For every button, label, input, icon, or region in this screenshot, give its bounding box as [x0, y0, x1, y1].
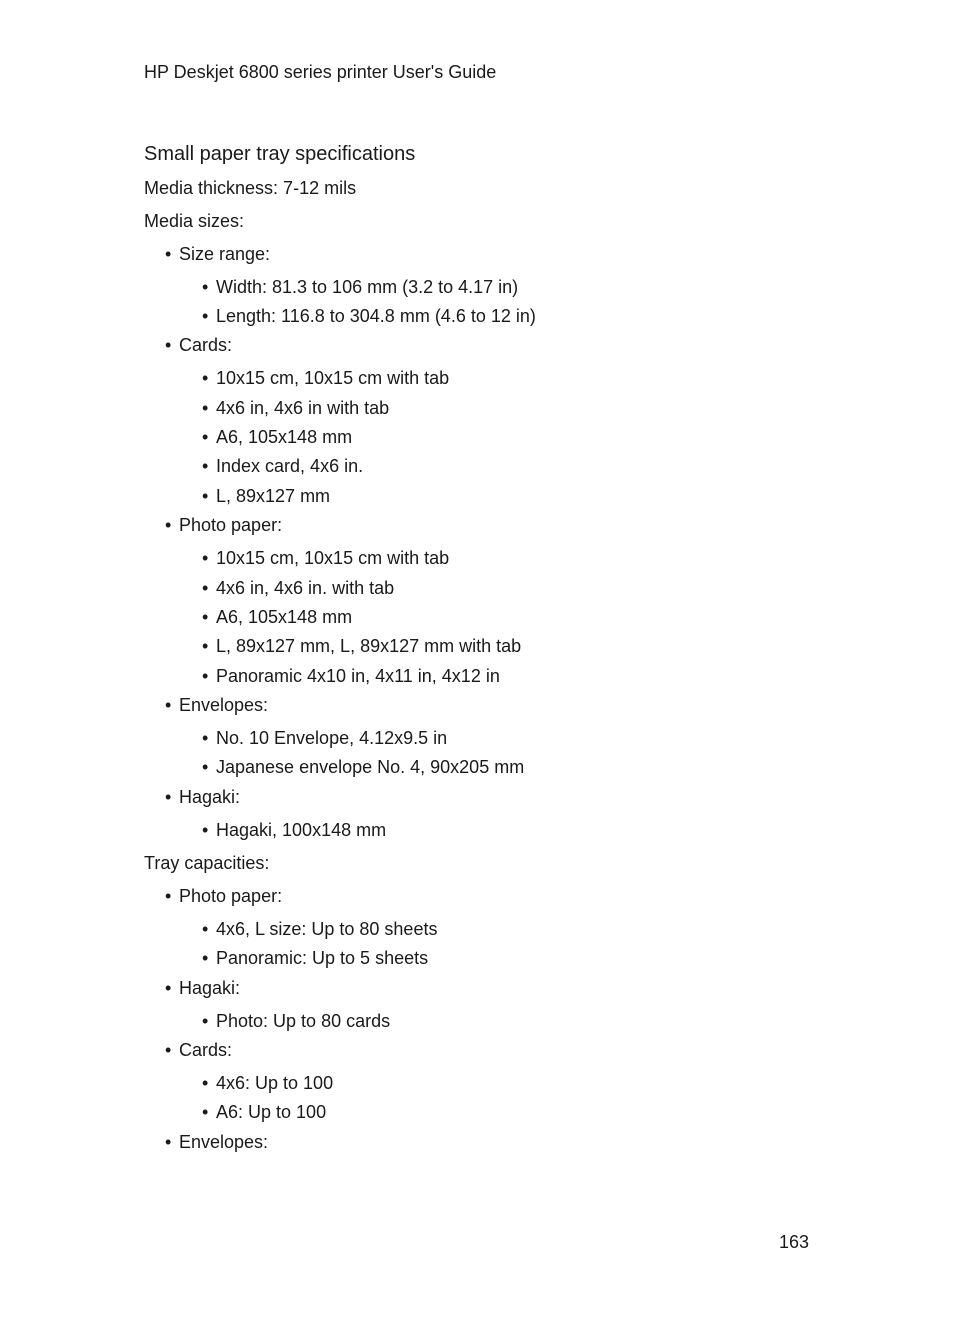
- list-item: • A6, 105x148 mm: [202, 607, 353, 627]
- bullet-icon: •: [202, 1102, 209, 1122]
- bullet-icon: •: [165, 1040, 172, 1060]
- list-item: • A6, 105x148 mm: [202, 427, 353, 447]
- bullet-icon: •: [165, 244, 172, 264]
- list-item-capacity-hagaki: • Hagaki:: [165, 978, 241, 998]
- bullet-icon: •: [202, 1011, 209, 1031]
- list-item: • 10x15 cm, 10x15 cm with tab: [202, 368, 450, 388]
- bullet-icon: •: [165, 1132, 172, 1152]
- bullet-icon: •: [202, 398, 209, 418]
- bullet-icon: •: [202, 919, 209, 939]
- bullet-icon: •: [202, 427, 209, 447]
- bullet-icon: •: [165, 515, 172, 535]
- bullet-icon: •: [202, 757, 209, 777]
- page-number: 163: [779, 1232, 810, 1252]
- list-item: • Japanese envelope No. 4, 90x205 mm: [202, 757, 525, 777]
- bullet-icon: •: [202, 1073, 209, 1093]
- list-item-envelopes: • Envelopes:: [165, 695, 269, 715]
- media-sizes-label: Media sizes:: [144, 211, 245, 231]
- list-item: • 10x15 cm, 10x15 cm with tab: [202, 548, 450, 568]
- list-item: • Index card, 4x6 in.: [202, 456, 364, 476]
- list-item: • Hagaki, 100x148 mm: [202, 820, 387, 840]
- media-thickness: Media thickness: 7-12 mils: [144, 178, 357, 198]
- list-item: • 4x6: Up to 100: [202, 1073, 334, 1093]
- bullet-icon: •: [202, 548, 209, 568]
- bullet-icon: •: [202, 306, 209, 326]
- list-item-capacity-cards: • Cards:: [165, 1040, 233, 1060]
- list-item-photo-paper: • Photo paper:: [165, 515, 283, 535]
- bullet-icon: •: [202, 728, 209, 748]
- list-item: • 4x6 in, 4x6 in. with tab: [202, 578, 395, 598]
- bullet-icon: •: [165, 886, 172, 906]
- bullet-icon: •: [165, 978, 172, 998]
- bullet-icon: •: [202, 820, 209, 840]
- bullet-icon: •: [202, 486, 209, 506]
- bullet-icon: •: [202, 368, 209, 388]
- bullet-icon: •: [165, 787, 172, 807]
- list-item: • Width: 81.3 to 106 mm (3.2 to 4.17 in): [202, 277, 519, 297]
- bullet-icon: •: [202, 607, 209, 627]
- list-item-cards: • Cards:: [165, 335, 233, 355]
- bullet-icon: •: [202, 277, 209, 297]
- section-title: Small paper tray specifications: [144, 143, 416, 165]
- list-item: • Length: 116.8 to 304.8 mm (4.6 to 12 in): [202, 306, 536, 326]
- bullet-icon: •: [202, 948, 209, 968]
- list-item-capacity-envelopes: • Envelopes:: [165, 1132, 269, 1152]
- bullet-icon: •: [165, 695, 172, 715]
- bullet-icon: •: [202, 456, 209, 476]
- bullet-icon: •: [202, 578, 209, 598]
- list-item: • Panoramic 4x10 in, 4x11 in, 4x12 in: [202, 666, 500, 686]
- list-item: • 4x6, L size: Up to 80 sheets: [202, 919, 438, 939]
- list-item: • Photo: Up to 80 cards: [202, 1011, 391, 1031]
- list-item: • A6: Up to 100: [202, 1102, 327, 1122]
- tray-capacities-label: Tray capacities:: [144, 853, 270, 873]
- bullet-icon: •: [202, 666, 209, 686]
- bullet-icon: •: [165, 335, 172, 355]
- list-item: • L, 89x127 mm, L, 89x127 mm with tab: [202, 636, 522, 656]
- list-item: • 4x6 in, 4x6 in with tab: [202, 398, 390, 418]
- list-item-capacity-photo-paper: • Photo paper:: [165, 886, 283, 906]
- list-item: • No. 10 Envelope, 4.12x9.5 in: [202, 728, 448, 748]
- document-header: HP Deskjet 6800 series printer User's Guide: [144, 62, 497, 82]
- list-item: • Panoramic: Up to 5 sheets: [202, 948, 429, 968]
- list-item-hagaki: • Hagaki:: [165, 787, 241, 807]
- list-item-size-range: • Size range:: [165, 244, 271, 264]
- list-item: • L, 89x127 mm: [202, 486, 331, 506]
- bullet-icon: •: [202, 636, 209, 656]
